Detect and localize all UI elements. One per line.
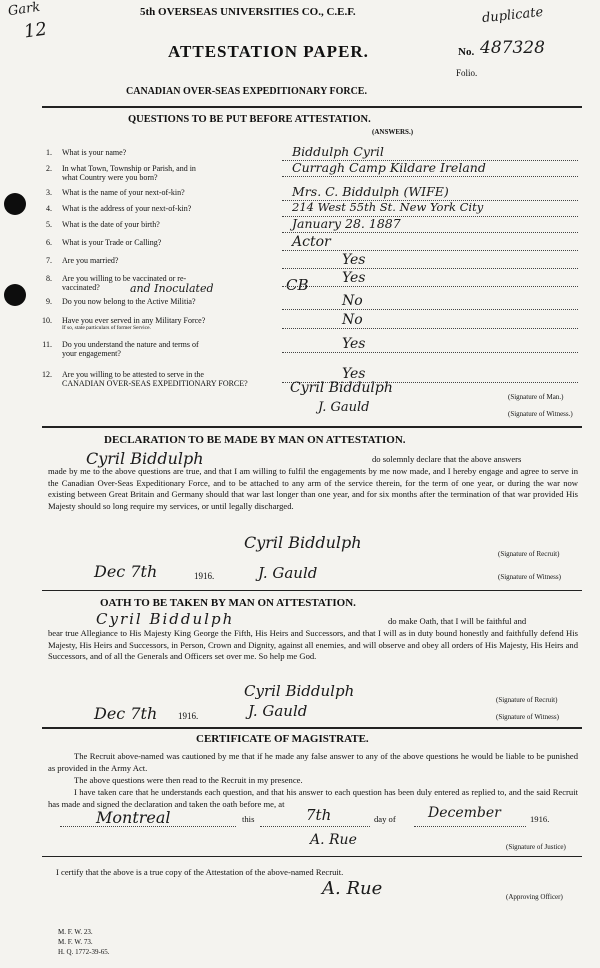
answer-text: 214 West 55th St. New York City: [292, 200, 484, 214]
question-text-cont: your engagement?: [62, 349, 121, 358]
question-number: 2.: [46, 164, 52, 173]
oath-date: Dec 7th: [94, 704, 158, 723]
folio-label: Folio.: [456, 68, 478, 78]
approval-signature: A. Rue: [322, 878, 383, 899]
declaration-name: Cyril Biddulph: [86, 449, 204, 468]
certificate-month-line: [414, 826, 526, 827]
oath-year: 1916.: [178, 711, 199, 721]
certificate-justice-label: (Signature of Justice): [506, 843, 566, 851]
divider: [42, 727, 582, 729]
question-text-cont: what Country were you born?: [62, 173, 158, 182]
declaration-witness-label: (Signature of Witness): [498, 573, 561, 581]
oath-name: Cyril Biddulph: [96, 610, 235, 628]
footer-code: M. F. W. 23.: [58, 928, 93, 936]
certificate-p2: The above questions were then read to the Recruit in my presence.: [74, 775, 303, 785]
question-text: Do you understand the nature and terms of: [62, 340, 199, 349]
approval-label: (Approving Officer): [506, 893, 563, 901]
question-note: If so, state particulars of former Service.: [62, 325, 151, 331]
answer-text: January 28. 1887: [292, 216, 401, 231]
divider: [42, 856, 582, 857]
certificate-day-line: [260, 826, 370, 827]
certificate-p1: The Recruit above-named was cautioned by me that if he made any false answer to any of the above questions he would be liable to be punished as provided in the Army Act.: [48, 751, 578, 773]
question-number: 9.: [46, 297, 52, 306]
margin-note-right: duplicate: [481, 4, 544, 27]
margin-note-left: Gark: [7, 0, 42, 20]
margin-note-left-2: 12: [22, 18, 49, 43]
oath-line1: do make Oath, that I will be faithful and: [388, 616, 527, 626]
answer-text: Curragh Camp Kildare Ireland: [292, 160, 486, 175]
footer-code: H. Q. 1772-39-65.: [58, 948, 110, 956]
certificate-signature-justice: A. Rue: [310, 832, 357, 848]
answers-label: (ANSWERS.): [372, 128, 414, 136]
certificate-month: December: [428, 805, 501, 821]
question-number: 5.: [46, 220, 52, 229]
certificate-place: Montreal: [96, 808, 171, 827]
question-text: What is the address of your next-of-kin?: [62, 204, 192, 213]
punch-hole: [4, 193, 26, 215]
declaration-body: made by me to the above questions are true, and that I am willing to fulfil the engagements by me now made, and I hereby engage and agree to serve in the Canadian Over-Seas Expeditionary Force, and to be attached to any arm of the service therein, for the term of one year, or during the war now existing between Great Britain and Germany should that war last longer than one year, and for six months after the termination of that war provided His Majesty should so long require my services, or until legally discharged.: [48, 466, 578, 511]
signature-man: Cyril Biddulph: [290, 380, 393, 396]
answer-text: Yes: [342, 270, 366, 286]
declaration-heading: DECLARATION TO BE MADE BY MAN ON ATTESTATION.: [104, 434, 406, 446]
question-text: What is your Trade or Calling?: [62, 238, 162, 247]
signature-man-label: (Signature of Man.): [508, 393, 564, 401]
question-number: 7.: [46, 256, 52, 265]
question-text: Are you married?: [62, 256, 119, 265]
questions-heading: QUESTIONS TO BE PUT BEFORE ATTESTATION.: [128, 114, 371, 125]
question-text: What is the name of your next-of-kin?: [62, 188, 185, 197]
question-text: Have you ever served in any Military Force?: [62, 316, 206, 325]
initials: CB: [286, 276, 309, 294]
answer-line: [282, 268, 578, 269]
answer-text: No: [342, 312, 363, 328]
declaration-date: Dec 7th: [94, 562, 158, 581]
answer-line: [282, 328, 578, 329]
declaration-recruit-label: (Signature of Recruit): [498, 550, 560, 558]
answer-text: No: [342, 293, 363, 309]
question-text-cont: CANADIAN OVER-SEAS EXPEDITIONARY FORCE?: [62, 379, 248, 388]
question-text: Are you willing to be attested to serve in the: [62, 370, 204, 379]
declaration-year: 1916.: [194, 571, 215, 581]
certificate-heading: CERTIFICATE OF MAGISTRATE.: [196, 733, 369, 745]
certificate-p3: I have taken care that he understands each question, and that his answer to each question has been duly entered as replied to, and the said Recruit has made and signed the declaration and taken the oath before me, at: [48, 787, 578, 809]
question-text: What is the date of your birth?: [62, 220, 160, 229]
answer-line: [282, 250, 578, 251]
oath-signature-witness: J. Gauld: [248, 702, 308, 720]
answer-line: [282, 232, 578, 233]
answer-line: [282, 176, 578, 177]
inserted-text: and Inoculated: [130, 282, 214, 295]
divider: [42, 590, 582, 591]
divider: [42, 426, 582, 428]
footer-code: M. F. W. 73.: [58, 938, 93, 946]
question-text: Do you now belong to the Active Militia?: [62, 297, 196, 306]
question-number: 1.: [46, 148, 52, 157]
signature-witness-label: (Signature of Witness.): [508, 410, 573, 418]
answer-text: Actor: [292, 234, 331, 250]
regimental-number: 487328: [480, 38, 545, 58]
declaration-signature-recruit: Cyril Biddulph: [244, 533, 362, 552]
number-label: No.: [458, 46, 475, 58]
answer-line: [282, 309, 578, 310]
question-text: In what Town, Township or Parish, and in: [62, 164, 196, 173]
unit-name: 5th OVERSEAS UNIVERSITIES CO., C.E.F.: [140, 6, 356, 18]
answer-line: [282, 286, 578, 287]
form-subtitle: CANADIAN OVER-SEAS EXPEDITIONARY FORCE.: [126, 86, 367, 97]
oath-heading: OATH TO BE TAKEN BY MAN ON ATTESTATION.: [100, 597, 356, 609]
certificate-place-line: [60, 826, 236, 827]
oath-recruit-label: (Signature of Recruit): [496, 696, 558, 704]
question-text: What is your name?: [62, 148, 127, 157]
declaration-line1: do solemnly declare that the above answers: [372, 454, 522, 464]
approval-text: I certify that the above is a true copy of the Attestation of the above-named Recruit.: [56, 867, 344, 877]
question-number: 10.: [42, 316, 52, 325]
question-text-cont: vaccinated?: [62, 283, 100, 292]
oath-witness-label: (Signature of Witness): [496, 713, 559, 721]
answer-text: Yes: [342, 252, 366, 268]
divider: [42, 106, 582, 108]
punch-hole: [4, 284, 26, 306]
certificate-day: 7th: [306, 806, 332, 824]
certificate-year: 1916.: [530, 814, 550, 824]
answer-text: Mrs. C. Biddulph (WIFE): [292, 184, 449, 199]
oath-body: bear true Allegiance to His Majesty King George the Fifth, His Heirs and Successors, and that I will as in duty bound honestly and faithfully defend His Majesty, His Heirs and Successors, in Person, Crown and Dignity, against all enemies, and will observe and obey all orders of His Majesty, His Heirs and Successors, and of all the Generals and Officers set over me. So help me God.: [48, 628, 578, 662]
question-number: 12.: [42, 370, 52, 379]
question-number: 4.: [46, 204, 52, 213]
certificate-day-of: day of: [374, 814, 396, 824]
question-number: 6.: [46, 238, 52, 247]
declaration-signature-witness: J. Gauld: [258, 564, 318, 582]
certificate-this: this: [242, 814, 255, 824]
form-title: ATTESTATION PAPER.: [168, 42, 369, 61]
signature-witness: J. Gauld: [318, 400, 370, 415]
question-text: Are you willing to be vaccinated or re-: [62, 274, 187, 283]
question-number: 11.: [42, 340, 52, 349]
question-number: 8.: [46, 274, 52, 283]
answer-text: Biddulph Cyril: [292, 144, 384, 159]
answer-text: Yes: [342, 366, 366, 382]
answer-line: [282, 352, 578, 353]
answer-text: Yes: [342, 336, 366, 352]
oath-signature-recruit: Cyril Biddulph: [244, 682, 355, 700]
question-number: 3.: [46, 188, 52, 197]
